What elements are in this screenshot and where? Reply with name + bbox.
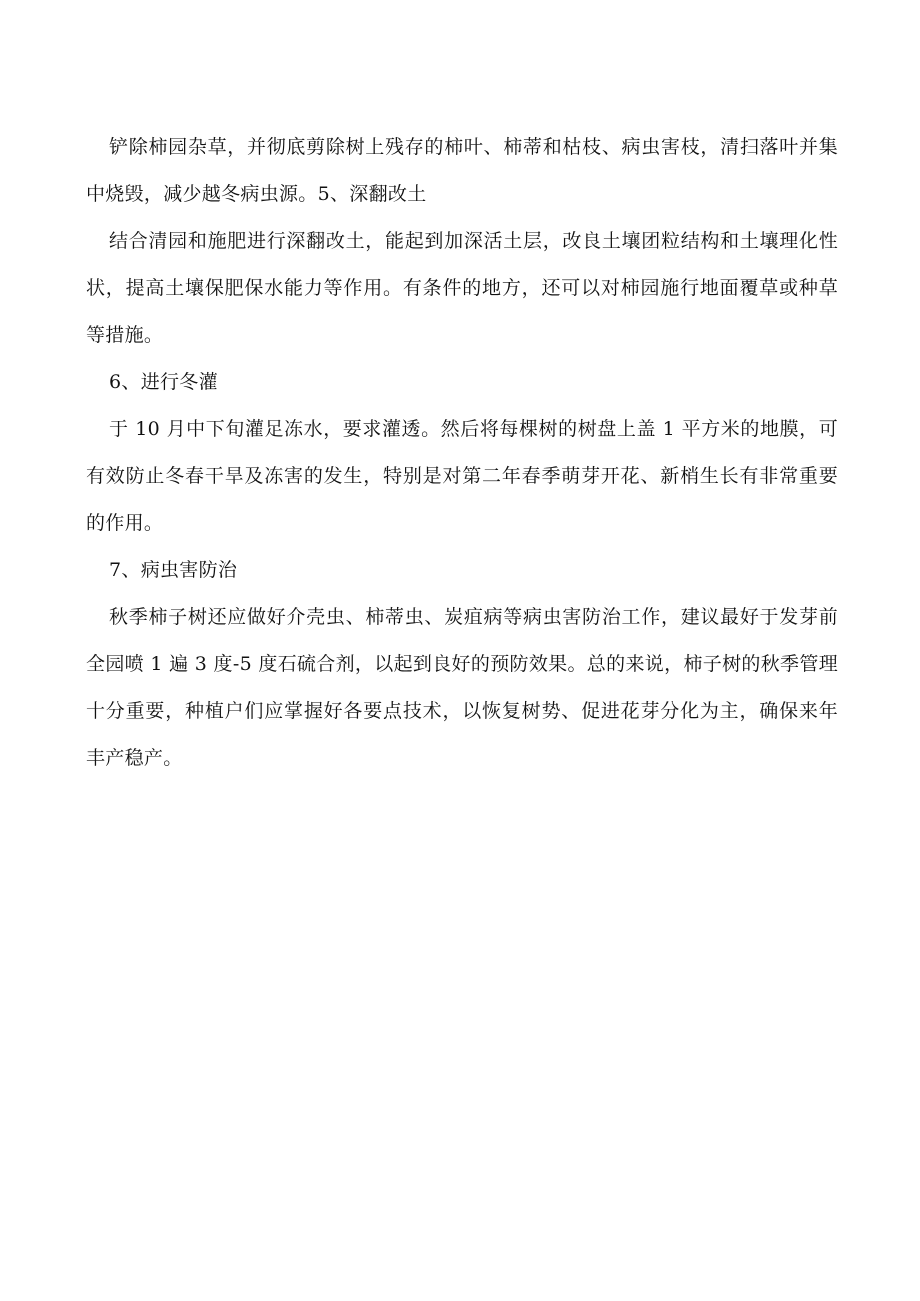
paragraph-winter-irrigation: 于 10 月中下旬灌足冻水，要求灌透。然后将每棵树的树盘上盖 1 平方米的地膜，可有效防止冬春干旱及冻害的发生，特别是对第二年春季萌芽开花、新梢生长有非常重要的作用。 bbox=[86, 418, 838, 534]
paragraph-pest-control: 秋季柿子树还应做好介壳虫、柿蒂虫、炭疽病等病虫害防治工作，建议最好于发芽前全园喷 1 遍 3 度-5 度石硫合剂，以起到良好的预防效果。总的来说，柿子树的秋季管理十分重要，种植户们应掌握好各要点技术，以恢复树势、促进花芽分化为主，确保来年丰产稳产。 bbox=[86, 606, 838, 769]
document-body bbox=[86, 124, 838, 782]
section-heading-winter-irrigation: 6、进行冬灌 bbox=[109, 371, 218, 393]
paragraph-deep-tillage: 结合清园和施肥进行深翻改土，能起到加深活土层，改良土壤团粒结构和土壤理化性状，提高土壤保肥保水能力等作用。有条件的地方，还可以对柿园施行地面覆草或种草等措施。 bbox=[86, 230, 838, 346]
section-heading-pest-control: 7、病虫害防治 bbox=[109, 559, 238, 581]
paragraph-clear-orchard: 铲除柿园杂草，并彻底剪除树上残存的柿叶、柿蒂和枯枝、病虫害枝，清扫落叶并集中烧毁，减少越冬病虫源。5、深翻改土 bbox=[86, 136, 838, 205]
